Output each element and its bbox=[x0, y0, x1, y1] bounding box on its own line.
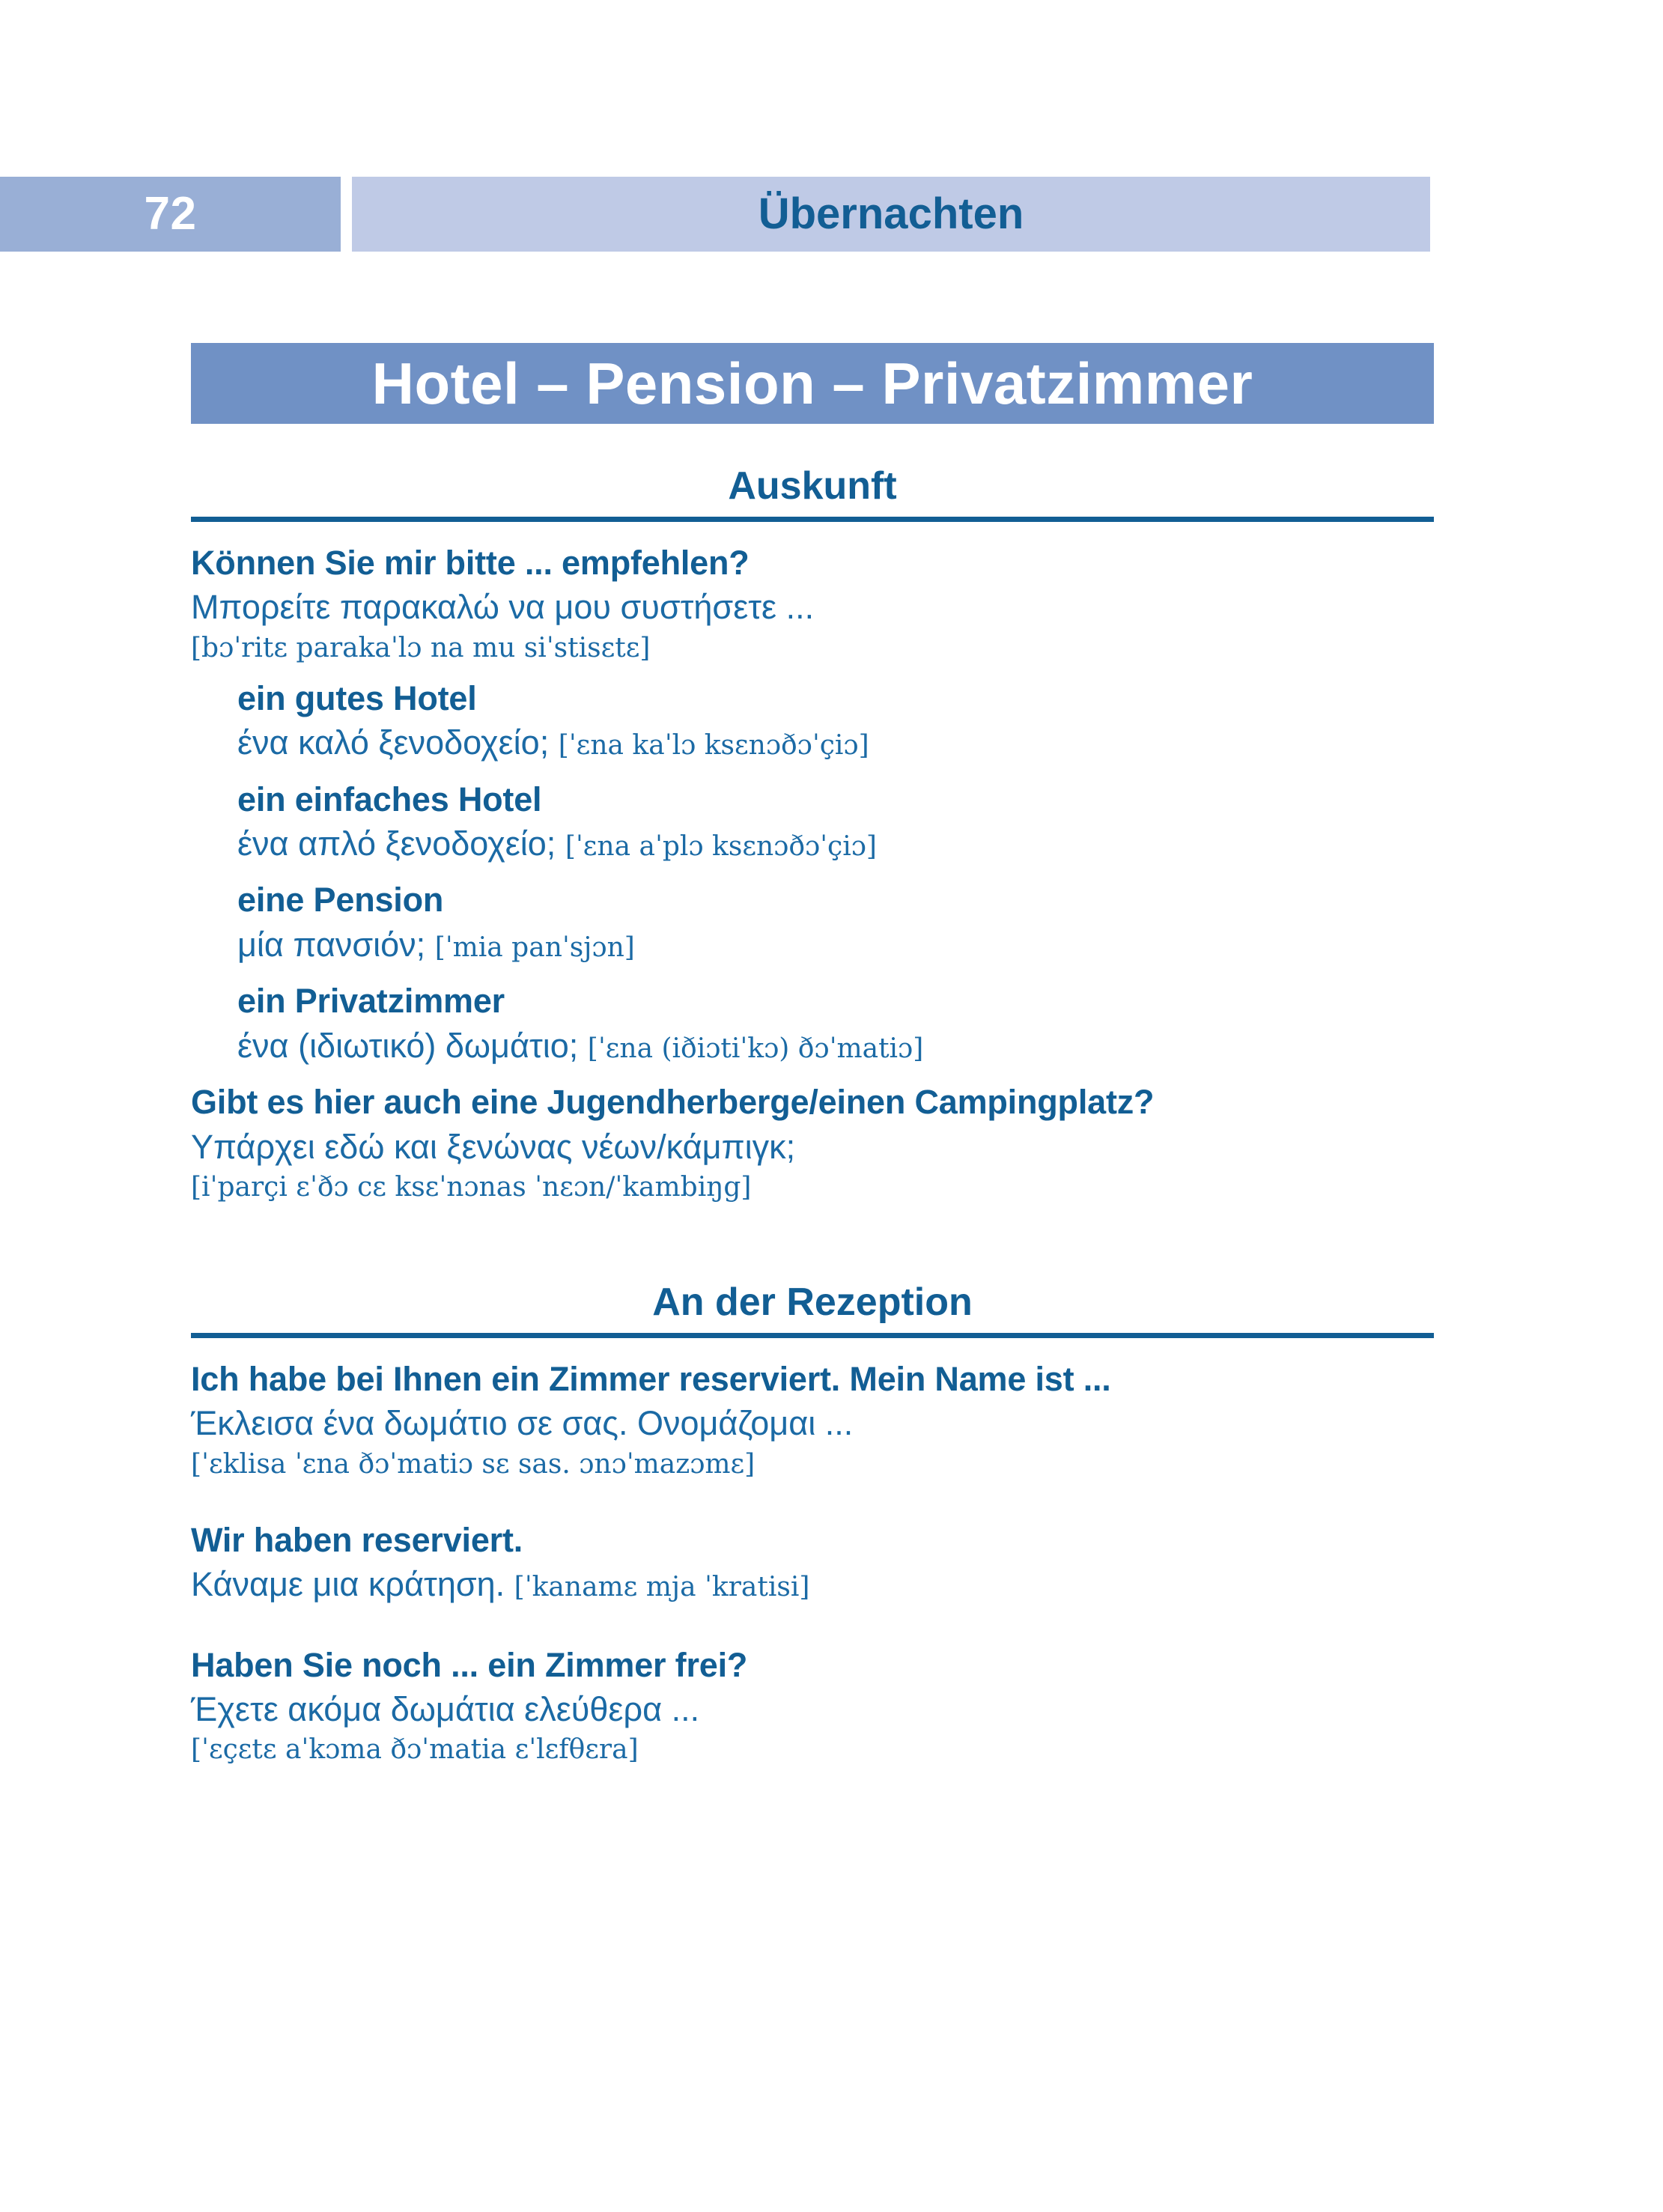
page-header bbox=[0, 177, 1430, 252]
phrase-greek: ένα (ιδιωτικό) δωμάτιο; bbox=[237, 1026, 579, 1065]
phrase-german: Können Sie mir bitte ... empfehlen? bbox=[191, 543, 750, 582]
chapter-title: Übernachten bbox=[758, 189, 1024, 238]
subsection-rule-auskunft bbox=[191, 517, 1434, 522]
subsection-title-rezeption: An der Rezeption bbox=[652, 1280, 973, 1325]
phrase-pronunciation: [ˈɛna aˈplɔ ksɛnɔðɔˈçiɔ] bbox=[565, 831, 877, 863]
phrase-greek: Κάναμε μια κράτηση. bbox=[191, 1565, 505, 1604]
phrase-entry bbox=[237, 878, 1434, 967]
chapter-title-box bbox=[352, 177, 1430, 252]
phrase-pronunciation: [ˈɛçɛtɛ aˈkɔma ðɔˈmatia ɛˈlɛfθɛra] bbox=[191, 1734, 639, 1766]
phrase-greek-line bbox=[191, 1562, 1434, 1607]
phrase-german: Ich habe bei Ihnen ein Zimmer reserviert. Mein Name ist ... bbox=[191, 1359, 1111, 1398]
content-column bbox=[191, 464, 1434, 1779]
phrase-greek-line bbox=[237, 821, 1434, 866]
phrase-greek: Έκλεισα ένα δωμάτιο σε σας. Ονομάζομαι ... bbox=[191, 1404, 854, 1443]
phrase-pronunciation: [bɔˈritɛ parakaˈlɔ na mu siˈstisɛtɛ] bbox=[191, 632, 651, 663]
phrase-entry bbox=[237, 677, 1434, 766]
phrase-greek: Έχετε ακόμα δωμάτια ελεύθερα ... bbox=[191, 1690, 700, 1729]
phrase-greek: Μπορείτε παρακαλώ να μου συστήσετε ... bbox=[191, 588, 815, 627]
phrase-greek: Υπάρχει εδώ και ξενώνας νέων/κάμπιγκ; bbox=[191, 1127, 796, 1166]
subsection-rule-rezeption bbox=[191, 1333, 1434, 1338]
page-number: 72 bbox=[144, 188, 197, 240]
phrase-greek-line bbox=[237, 720, 1434, 765]
section-spacer bbox=[191, 1216, 1434, 1280]
phrase-german: eine Pension bbox=[237, 881, 444, 920]
phrase-greek: ένα καλό ξενοδοχείο; bbox=[237, 723, 550, 762]
phrase-german: ein Privatzimmer bbox=[237, 982, 505, 1021]
entry-spacer bbox=[191, 1618, 1434, 1644]
phrase-german: Wir haben reserviert. bbox=[191, 1520, 523, 1559]
phrase-german: ein einfaches Hotel bbox=[237, 780, 542, 818]
phrase-entry bbox=[191, 541, 1434, 666]
phrase-german: Haben Sie noch ... ein Zimmer frei? bbox=[191, 1645, 748, 1684]
header-divider-gap bbox=[341, 177, 352, 252]
phrase-greek-line bbox=[237, 1024, 1434, 1069]
entry-spacer bbox=[191, 1493, 1434, 1519]
section-banner-title: Hotel – Pension – Privatzimmer bbox=[371, 350, 1253, 416]
phrase-greek: μία πανσιόν; bbox=[237, 925, 426, 964]
page-number-box bbox=[0, 177, 341, 252]
phrase-entry bbox=[191, 1644, 1434, 1769]
phrase-german: Gibt es hier auch eine Jugendherberge/einen Campingplatz? bbox=[191, 1083, 1155, 1122]
phrase-pronunciation: [ˈɛna kaˈlɔ ksɛnɔðɔˈçiɔ] bbox=[558, 730, 869, 762]
phrase-german: ein gutes Hotel bbox=[237, 678, 477, 717]
phrase-pronunciation: [ˈɛklisa ˈɛna ðɔˈmatiɔ sɛ sas. ɔnɔˈmazɔmɛ] bbox=[191, 1448, 756, 1480]
phrase-pronunciation: [iˈparçi ɛˈðɔ cɛ ksɛˈnɔnas ˈnɛɔn/ˈkambiŋg] bbox=[191, 1171, 752, 1203]
phrase-entry bbox=[191, 1081, 1434, 1206]
subsection-title-auskunft: Auskunft bbox=[728, 464, 897, 508]
phrase-entry bbox=[237, 778, 1434, 867]
phrase-greek-line bbox=[237, 923, 1434, 967]
phrase-entry bbox=[237, 979, 1434, 1069]
phrase-entry bbox=[191, 1519, 1434, 1608]
phrase-pronunciation: [ˈkanamɛ mja ˈkratisi] bbox=[514, 1572, 810, 1603]
phrase-pronunciation: [ˈmia panˈsjɔn] bbox=[434, 932, 635, 963]
phrase-entry bbox=[191, 1358, 1434, 1483]
section-banner bbox=[191, 343, 1434, 424]
phrase-pronunciation: [ˈɛna (iðiɔtiˈkɔ) ðɔˈmatiɔ] bbox=[587, 1033, 924, 1064]
phrase-greek: ένα απλό ξενοδοχείο; bbox=[237, 824, 556, 863]
